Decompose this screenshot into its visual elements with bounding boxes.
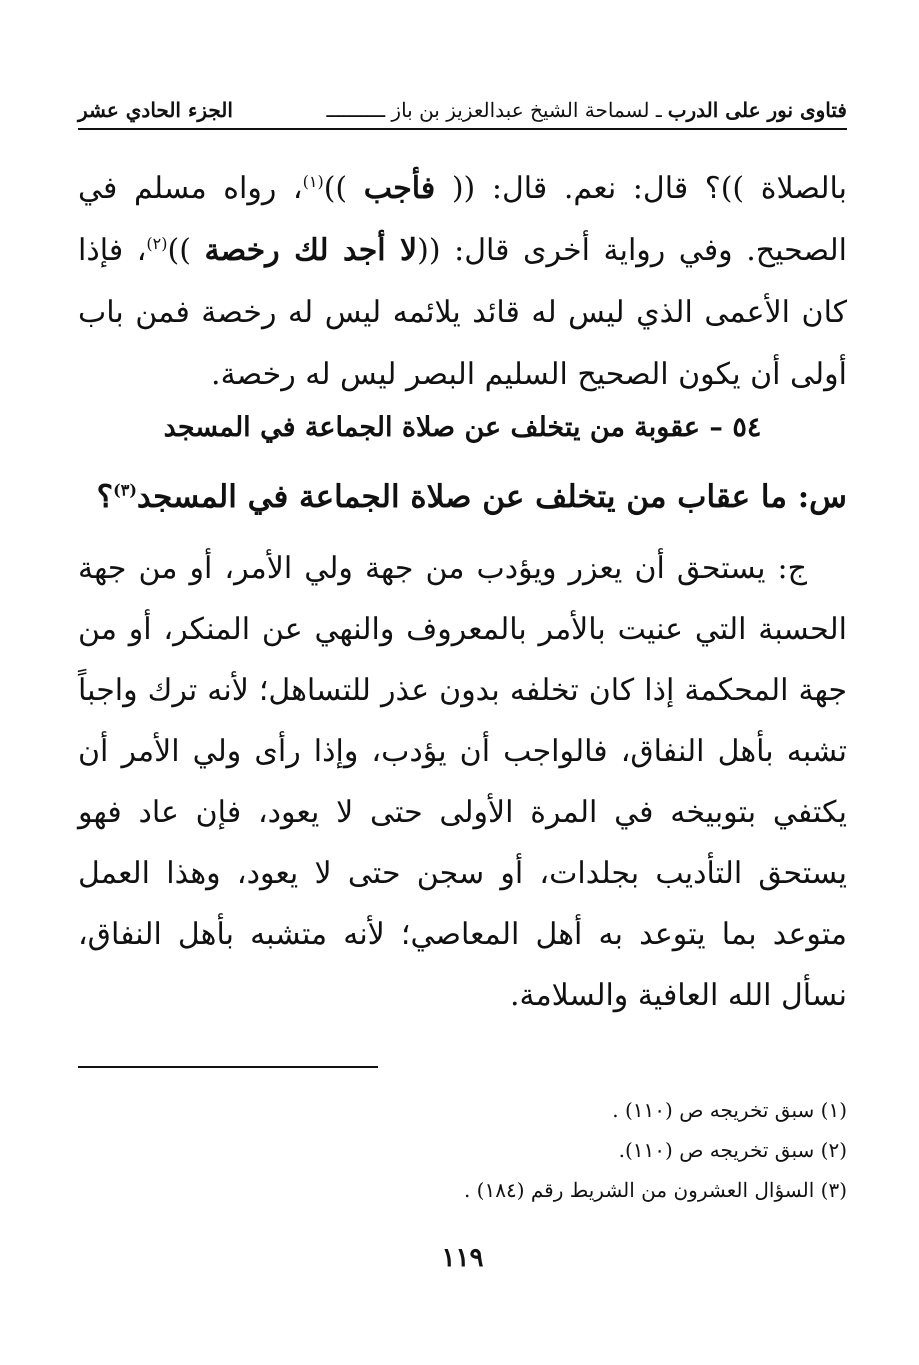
footnote-ref-2: (٢) [146, 234, 168, 253]
answer-paragraph: ج: يستحق أن يعزر ويؤدب من جهة ولي الأمر، أو من جهة الحسبة التي عنيت بالأمر بالمعروف والنهي عن المنكر، أو من جهة المحكمة إذا كان تخلفه بدون عذر للتساهل؛ لأنه ترك واجباً تشبه بأهل النفاق، فالواجب أن يؤدب، وإذا رأى ولي الأمر أن يكتفي بتوبيخه في المرة الأولى حتى لا يعود، فإن عاد فهو يستحق التأديب بجلدات، أو سجن حتى لا يعود، وهذا العمل متوعد بما يتوعد به أهل المعاصي؛ لأنه متشبه بأهل النفاق، نسأل الله العافية والسلامة. [78, 551, 847, 1013]
footnote-1: (١) سبق تخريجه ص (١١٠) . [612, 1098, 847, 1122]
para1-text-5: ، فإذا كان الأعمى الذي ليس له قائد يلائمه ليس له رخصة فمن باب أولى أن يكون الصحيح السليم البصر ليس له رخصة. [78, 233, 847, 392]
para1-text-1: بالصلاة ))؟ قال: نعم. قال: (( [435, 171, 847, 206]
running-header [78, 92, 847, 130]
page-number: ١١٩ [441, 1243, 484, 1273]
para1-text-4: )) [167, 233, 205, 268]
footnotes [78, 1090, 847, 1210]
paragraph-1 [78, 158, 847, 406]
quote-no-permission: لا أجد لك رخصة [204, 233, 418, 268]
page [78, 0, 847, 1365]
header-author: ـ لسماحة الشيخ عبدالعزيز بن باز ــــــــــ [326, 98, 662, 122]
header-book-title: فتاوى نور على الدرب [667, 98, 847, 122]
para1-text-3: ، رواه مسلم في الصحيح. وفي رواية أخرى قال: (( [78, 171, 848, 268]
footnote-separator [78, 1066, 378, 1068]
footnote-2: (٢) سبق تخريجه ص (١١٠). [618, 1138, 847, 1162]
question [78, 470, 847, 524]
question-mark: ؟ [96, 479, 114, 515]
footnote-ref-3: (٣) [113, 480, 137, 500]
footnote-ref-1: (١) [302, 172, 324, 191]
header-volume: الجزء الحادي عشر [78, 98, 233, 122]
para1-text-2: )) [323, 171, 364, 206]
quote-answer: فأجب [363, 171, 436, 206]
header-book-info [326, 98, 847, 122]
section-heading: ٥٤ – عقوبة من يتخلف عن صلاة الجماعة في المسجد [163, 412, 762, 443]
question-text: س: ما عقاب من يتخلف عن صلاة الجماعة في المسجد [136, 479, 847, 515]
footnote-3: (٣) السؤال العشرون من الشريط رقم (١٨٤) . [463, 1178, 847, 1202]
